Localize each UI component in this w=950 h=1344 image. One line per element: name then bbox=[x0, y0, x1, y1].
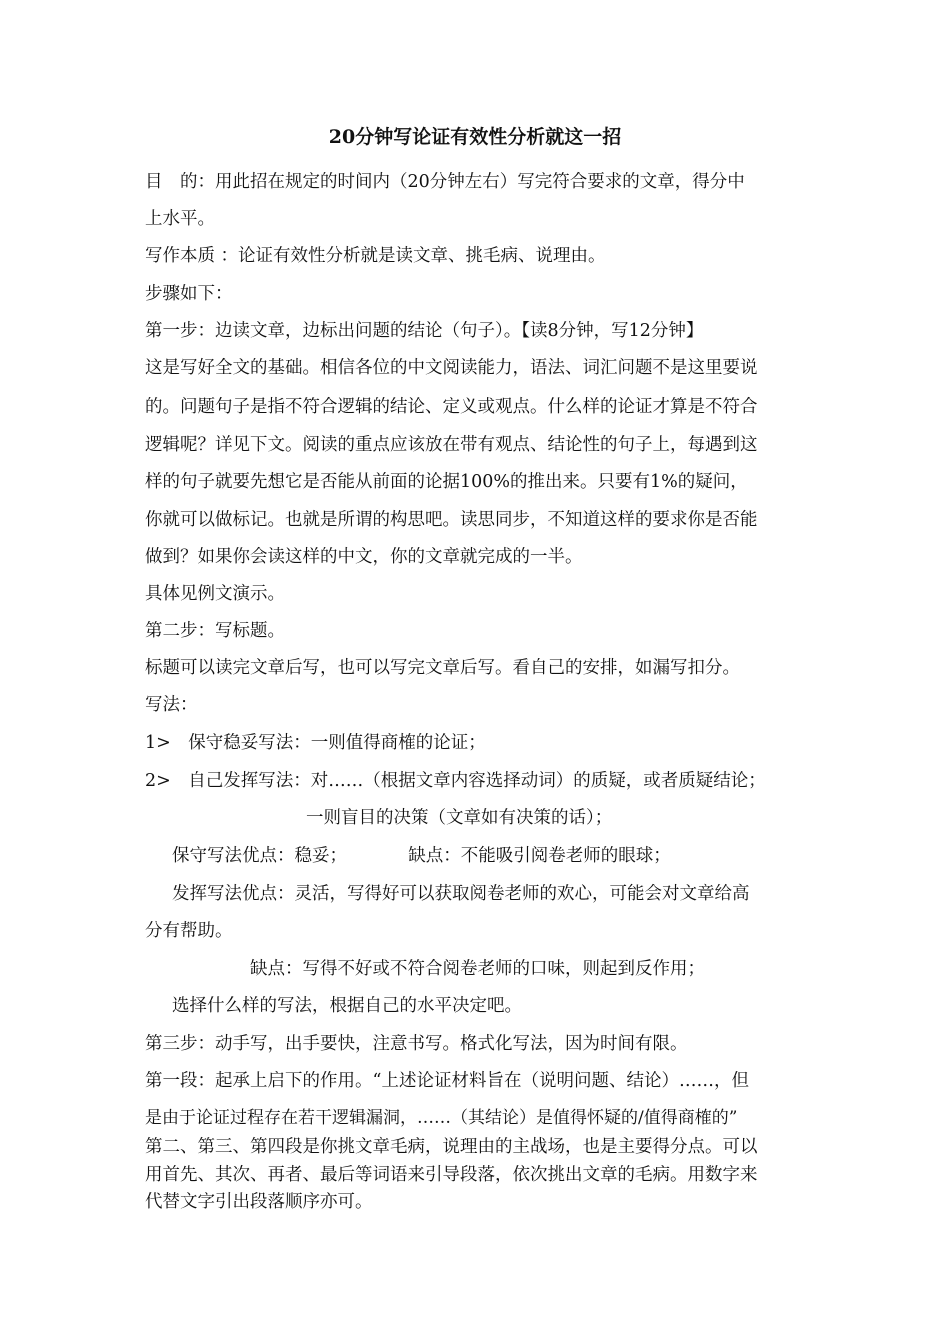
step-one-paragraph-line-1: 这是写好全文的基础。相信各位的中文阅读能力，语法、词汇问题不是这里要说 bbox=[145, 358, 758, 378]
conservative-pros-cons-line: 保守写法优点：稳妥； 缺点：不能吸引阅卷老师的眼球； bbox=[172, 846, 671, 866]
steps-heading: 步骤如下： bbox=[145, 284, 233, 304]
body-paragraphs-line-3: 代替文字引出段落顺序亦可。 bbox=[145, 1192, 373, 1212]
purpose-line-2: 上水平。 bbox=[145, 209, 215, 229]
first-paragraph-line-2: 是由于论证过程存在若干逻辑漏洞，……（其结论）是值得怀疑的/值得商榷的” bbox=[145, 1108, 738, 1128]
step-two-heading: 第二步：写标题。 bbox=[145, 621, 285, 641]
first-paragraph-line-1: 第一段：起承上启下的作用。“上述论证材料旨在（说明问题、结论）……，但 bbox=[145, 1071, 749, 1091]
body-paragraphs-line-1: 第二、第三、第四段是你挑文章毛病，说理由的主战场，也是主要得分点。可以 bbox=[145, 1137, 758, 1157]
step-two-paragraph: 标题可以读完文章后写，也可以写完文章后写。看自己的安排，如漏写扣分。 bbox=[145, 658, 740, 678]
purpose-line-1: 目 的：用此招在规定的时间内（20分钟左右）写完符合要求的文章，得分中 bbox=[145, 172, 745, 192]
step-one-paragraph-line-3: 逻辑呢？详见下文。阅读的重点应该放在带有观点、结论性的句子上，每遇到这 bbox=[145, 435, 758, 455]
creative-cons-line: 缺点：写得不好或不符合阅卷老师的口味，则起到反作用； bbox=[250, 959, 705, 979]
example-reference-line: 具体见例文演示。 bbox=[145, 584, 285, 604]
method-two-line: 2> 自己发挥写法：对……（根据文章内容选择动词）的质疑，或者质疑结论； bbox=[145, 771, 766, 791]
step-one-paragraph-line-5: 你就可以做标记。也就是所谓的构思吧。读思同步，不知道这样的要求你是否能 bbox=[145, 510, 758, 530]
step-one-paragraph-line-2: 的。问题句子是指不符合逻辑的结论、定义或观点。什么样的论证才算是不符合 bbox=[145, 397, 758, 417]
step-three-heading: 第三步：动手写，出手要快，注意书写。格式化写法，因为时间有限。 bbox=[145, 1034, 688, 1054]
body-paragraphs-line-2: 用首先、其次、再者、最后等词语来引导段落，依次挑出文章的毛病。用数字来 bbox=[145, 1165, 758, 1185]
creative-pros-line-2: 分有帮助。 bbox=[145, 921, 233, 941]
essence-line: 写作本质 ：论证有效性分析就是读文章、挑毛病、说理由。 bbox=[145, 246, 606, 266]
methods-heading: 写法： bbox=[145, 695, 198, 715]
step-one-heading: 第一步：边读文章，边标出问题的结论（句子）。【读8分钟，写12分钟】 bbox=[145, 321, 704, 341]
choose-method-line: 选择什么样的写法，根据自己的水平决定吧。 bbox=[172, 996, 522, 1016]
creative-pros-line-1: 发挥写法优点：灵活，写得好可以获取阅卷老师的欢心，可能会对文章给高 bbox=[172, 884, 750, 904]
document-title: 20分钟写论证有效性分析就这一招 bbox=[328, 126, 622, 148]
method-two-continuation: 一则盲目的决策（文章如有决策的话）； bbox=[306, 808, 613, 828]
step-one-paragraph-line-6: 做到？如果你会读这样的中文，你的文章就完成的一半。 bbox=[145, 547, 583, 567]
step-one-paragraph-line-4: 样的句子就要先想它是否能从前面的论据100%的推出来。只要有1%的疑问， bbox=[145, 472, 748, 492]
method-one-line: 1> 保守稳妥写法：一则值得商榷的论证； bbox=[145, 733, 486, 753]
